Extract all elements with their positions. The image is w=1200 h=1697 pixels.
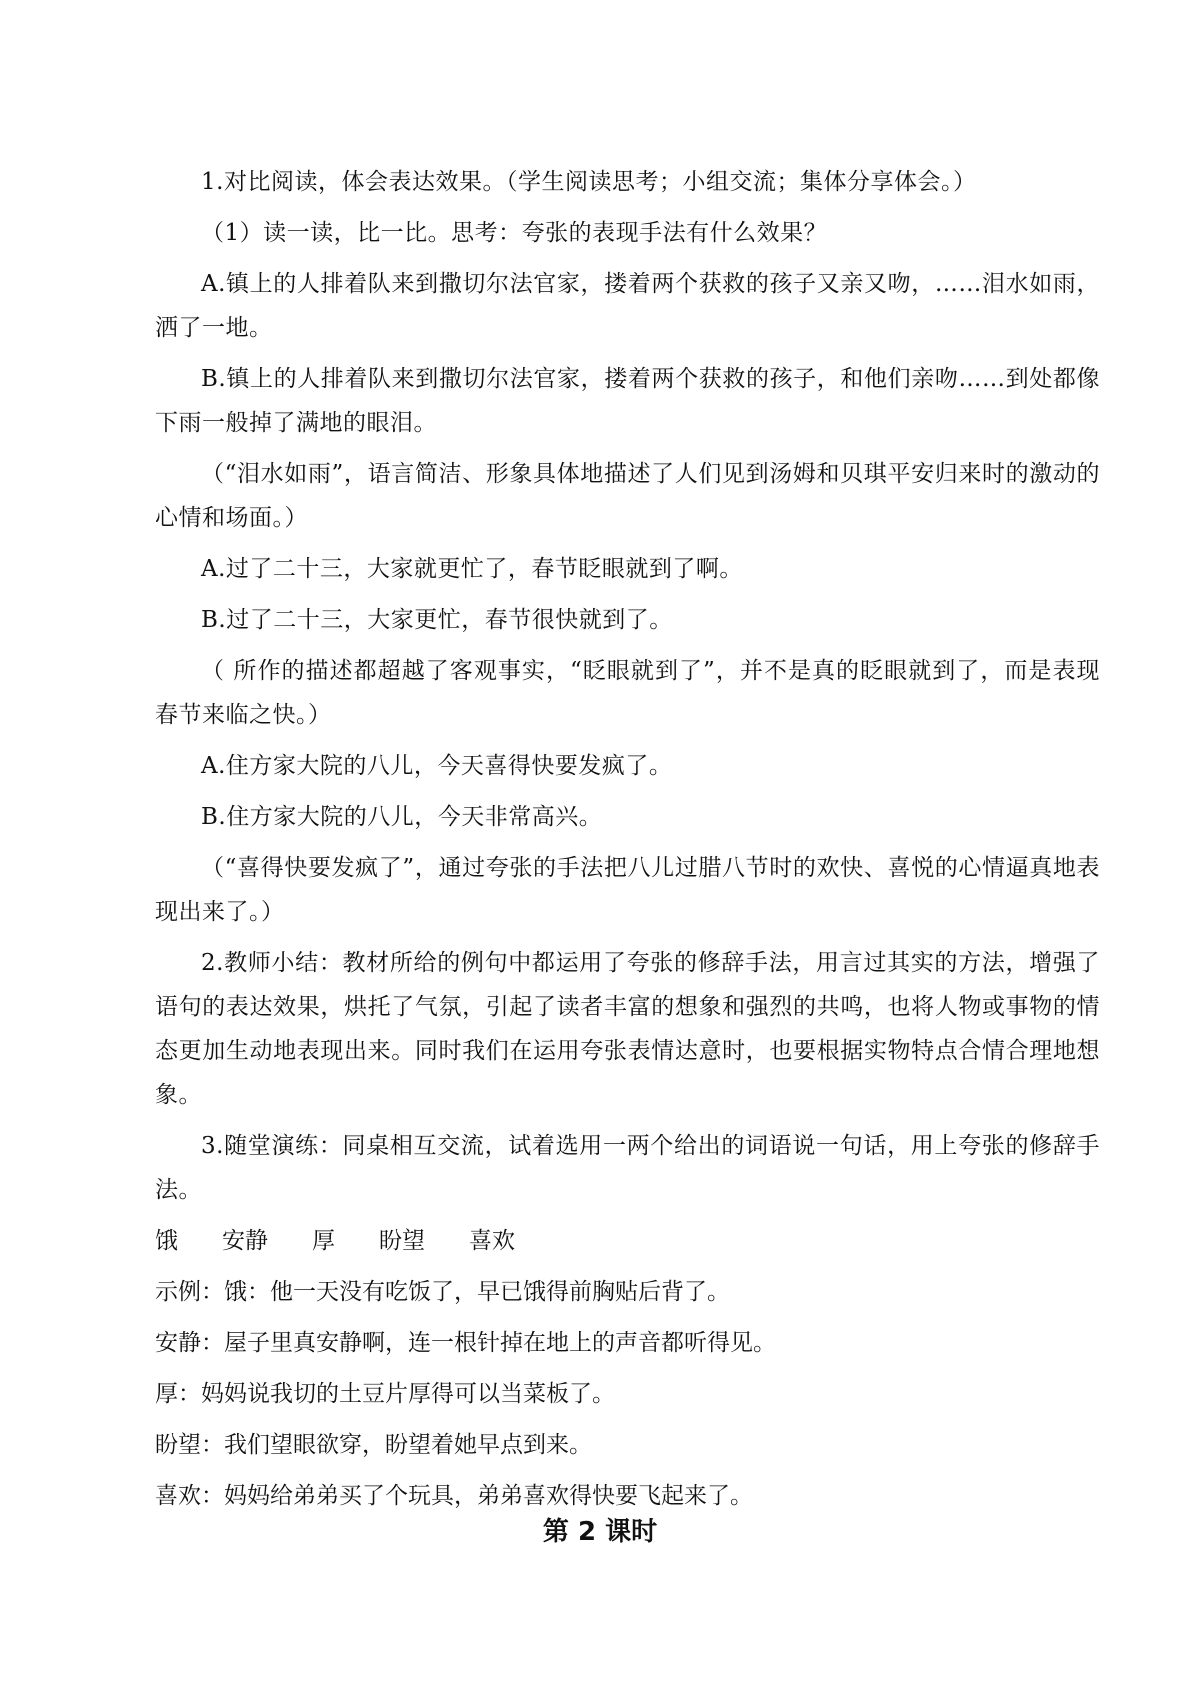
example-sentence: 厚：妈妈说我切的土豆片厚得可以当菜板了。 bbox=[155, 1381, 615, 1407]
paragraph-example-b-1: B.镇上的人排着队来到撒切尔法官家，搂着两个获救的孩子，和他们亲吻……到处都像下雨一般掉了满地的眼泪。 bbox=[155, 366, 1100, 436]
paragraph-example-b-3: B.住方家大院的八儿，今天非常高兴。 bbox=[201, 804, 603, 830]
paragraph-example-a-2: A.过了二十三，大家就更忙了，春节眨眼就到了啊。 bbox=[201, 556, 743, 582]
word-item: 饿 bbox=[155, 1228, 178, 1254]
paragraph-teacher-summary: 2.教师小结：教材所给的例句中都运用了夸张的修辞手法，用言过其实的方法，增强了语句的表达效果，烘托了气氛，引起了读者丰富的想象和强烈的共鸣，也将人物或事物的情态更加生动地表现出来。同时我们在运用夸张表情达意时，也要根据实物特点合情合理地想象。 bbox=[155, 950, 1100, 1108]
word-item: 喜欢 bbox=[469, 1228, 515, 1254]
paragraph-example-b-2: B.过了二十三，大家更忙，春节很快就到了。 bbox=[201, 607, 673, 633]
example-sentence: 示例：饿：他一天没有吃饭了，早已饿得前胸贴后背了。 bbox=[155, 1279, 730, 1305]
word-item: 安静 bbox=[222, 1228, 268, 1254]
lesson-content bbox=[155, 160, 1100, 1525]
example-sentence: 喜欢：妈妈给弟弟买了个玩具，弟弟喜欢得快要飞起来了。 bbox=[155, 1483, 753, 1509]
paragraph-practice: 3.随堂演练：同桌相互交流，试着选用一两个给出的词语说一句话，用上夸张的修辞手法。 bbox=[155, 1133, 1100, 1203]
paragraph-step-1: 1.对比阅读，体会表达效果。（学生阅读思考；小组交流；集体分享体会。） bbox=[201, 169, 977, 195]
paragraph-question-1: （1）读一读，比一比。思考：夸张的表现手法有什么效果？ bbox=[201, 220, 828, 246]
paragraph-example-a-3: A.住方家大院的八儿，今天喜得快要发疯了。 bbox=[201, 753, 673, 779]
section-heading: 第 2 课时 bbox=[542, 1517, 658, 1547]
paragraph-analysis-1: （“泪水如雨”，语言简洁、形象具体地描述了人们见到汤姆和贝琪平安归来时的激动的心情和场面。） bbox=[155, 461, 1100, 531]
paragraph-analysis-3: （“喜得快要发疯了”，通过夸张的手法把八儿过腊八节时的欢快、喜悦的心情逼真地表现出来了。） bbox=[155, 855, 1100, 925]
word-item: 厚 bbox=[312, 1228, 335, 1254]
paragraph-example-a-1: A.镇上的人排着队来到撒切尔法官家，搂着两个获救的孩子又亲又吻，……泪水如雨，洒了一地。 bbox=[155, 271, 1100, 341]
example-sentence: 安静：屋子里真安静啊，连一根针掉在地上的声音都听得见。 bbox=[155, 1330, 776, 1356]
example-sentence: 盼望：我们望眼欲穿，盼望着她早点到来。 bbox=[155, 1432, 592, 1458]
word-item: 盼望 bbox=[379, 1228, 425, 1254]
paragraph-analysis-2: （ 所作的描述都超越了客观事实，“眨眼就到了”，并不是真的眨眼就到了，而是表现春节来临之快。） bbox=[155, 658, 1100, 728]
word-list bbox=[155, 1219, 1100, 1263]
